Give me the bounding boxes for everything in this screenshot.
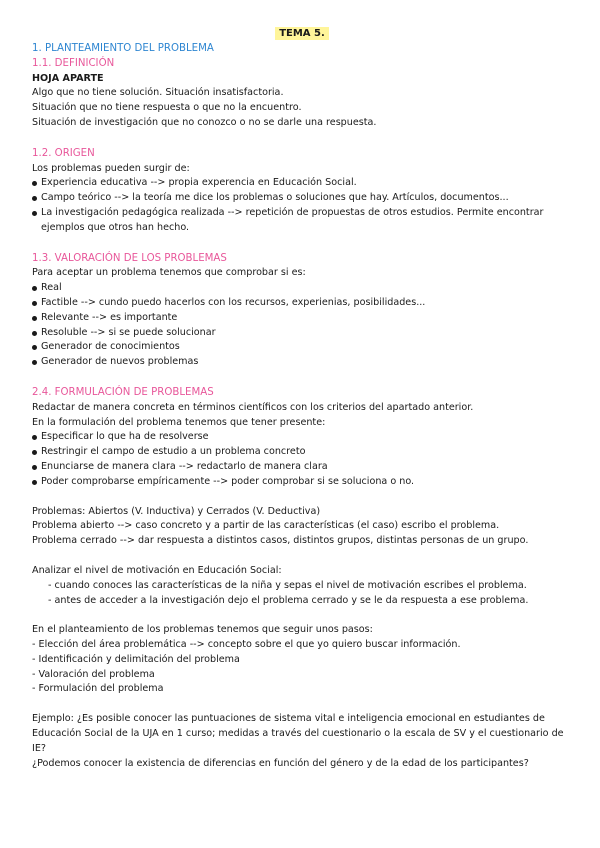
analysis-list: [32, 579, 580, 609]
analysis-block: [32, 564, 580, 608]
valoracion-list: [32, 281, 580, 370]
formulacion-line: En la formulación del problema tenemos que tener presente:: [32, 416, 326, 428]
list-item: Especificar lo que ha de resolverse: [32, 430, 580, 445]
document-body: [32, 42, 580, 771]
list-item: - Valoración del problema: [32, 668, 155, 680]
example-block: [32, 712, 580, 771]
subsection-heading-valoracion: 1.3. VALORACIÓN DE LOS PROBLEMAS: [32, 252, 227, 264]
list-item: Factible --> cundo puedo hacerlos con los recursos, experienias, posibilidades...: [32, 296, 580, 311]
subsection-heading-definicion: 1.1. DEFINICIÓN: [32, 57, 115, 69]
definition-line: Situación de investigación que no conozco o no se darle una respuesta.: [32, 116, 377, 128]
list-item: Relevante --> es importante: [32, 311, 580, 326]
list-item: Enunciarse de manera clara --> redactarlo de manera clara: [32, 460, 580, 475]
list-item: Generador de conocimientos: [32, 340, 580, 355]
list-item: Real: [32, 281, 580, 296]
types-line: Problema abierto --> caso concreto y a partir de las características (el caso) escribo el problema.: [32, 520, 500, 532]
list-item: - antes de acceder a la investigación dejo el problema cerrado y se le da respuesta a ese problema.: [48, 594, 529, 606]
steps-block: [32, 623, 580, 697]
subsection-heading-origen: 1.2. ORIGEN: [32, 147, 95, 159]
title-container: [0, 27, 600, 42]
definition-line: Algo que no tiene solución. Situación insatisfactoria.: [32, 87, 284, 99]
formulacion-list: [32, 430, 580, 489]
list-item: - Elección del área problemática --> concepto sobre el que yo quiero buscar información.: [32, 639, 461, 651]
definition-line: Situación que no tiene respuesta o que no la encuentro.: [32, 102, 302, 114]
list-item: - cuando conoces las características de la niña y sepas el nivel de motivación escribes el problema.: [48, 579, 527, 591]
subsection-heading-formulacion: 2.4. FORMULACIÓN DE PROBLEMAS: [32, 386, 214, 398]
list-item: - Identificación y delimitación del problema: [32, 653, 240, 665]
list-item: Poder comprobarse empíricamente --> poder comprobar si se soluciona o no.: [32, 475, 580, 490]
list-item: - Formulación del problema: [32, 683, 164, 695]
list-item: Resoluble --> si se puede solucionar: [32, 326, 580, 341]
steps-list: [32, 638, 580, 697]
formulacion-line: Redactar de manera concreta en términos científicos con los criterios del apartado anterior.: [32, 401, 474, 413]
analysis-intro: Analizar el nivel de motivación en Educación Social:: [32, 564, 282, 576]
example-question: ¿Podemos conocer la existencia de diferencias en función del género y de la edad de los participantes?: [32, 757, 529, 769]
origen-list: [32, 176, 580, 235]
valoracion-intro: Para aceptar un problema tenemos que comprobar si es:: [32, 267, 306, 279]
example-text: Ejemplo: ¿Es posible conocer las puntuaciones de sistema vital e inteligencia emocional en estudiantes de Educación Social de la UJA en 1 curso; medidas a través del cuestionario o la escala de SV y el cuestionario de IE?: [32, 713, 564, 754]
note-hoja-aparte: HOJA APARTE: [32, 72, 104, 84]
list-item: Generador de nuevos problemas: [32, 355, 580, 370]
origen-intro: Los problemas pueden surgir de:: [32, 162, 190, 174]
list-item: Campo teórico --> la teoría me dice los problemas o soluciones que hay. Artículos, documentos...: [32, 191, 580, 206]
problem-types-block: [32, 505, 580, 549]
section-heading-planteamiento: 1. PLANTEAMIENTO DEL PROBLEMA: [32, 43, 214, 54]
types-line: Problemas: Abiertos (V. Inductiva) y Cerrados (V. Deductiva): [32, 505, 321, 517]
types-line: Problema cerrado --> dar respuesta a distintos casos, distintos grupos, distintas personas de un grupo.: [32, 535, 529, 547]
page-title: TEMA 5.: [275, 27, 329, 40]
steps-intro: En el planteamiento de los problemas tenemos que seguir unos pasos:: [32, 624, 373, 636]
list-item: La investigación pedagógica realizada --> repetición de propuestas de otros estudios. Permite encontrar ejemplos que otros han hecho.: [32, 206, 580, 236]
list-item: Restringir el campo de estudio a un problema concreto: [32, 445, 580, 460]
list-item: Experiencia educativa --> propia experencia en Educación Social.: [32, 176, 580, 191]
